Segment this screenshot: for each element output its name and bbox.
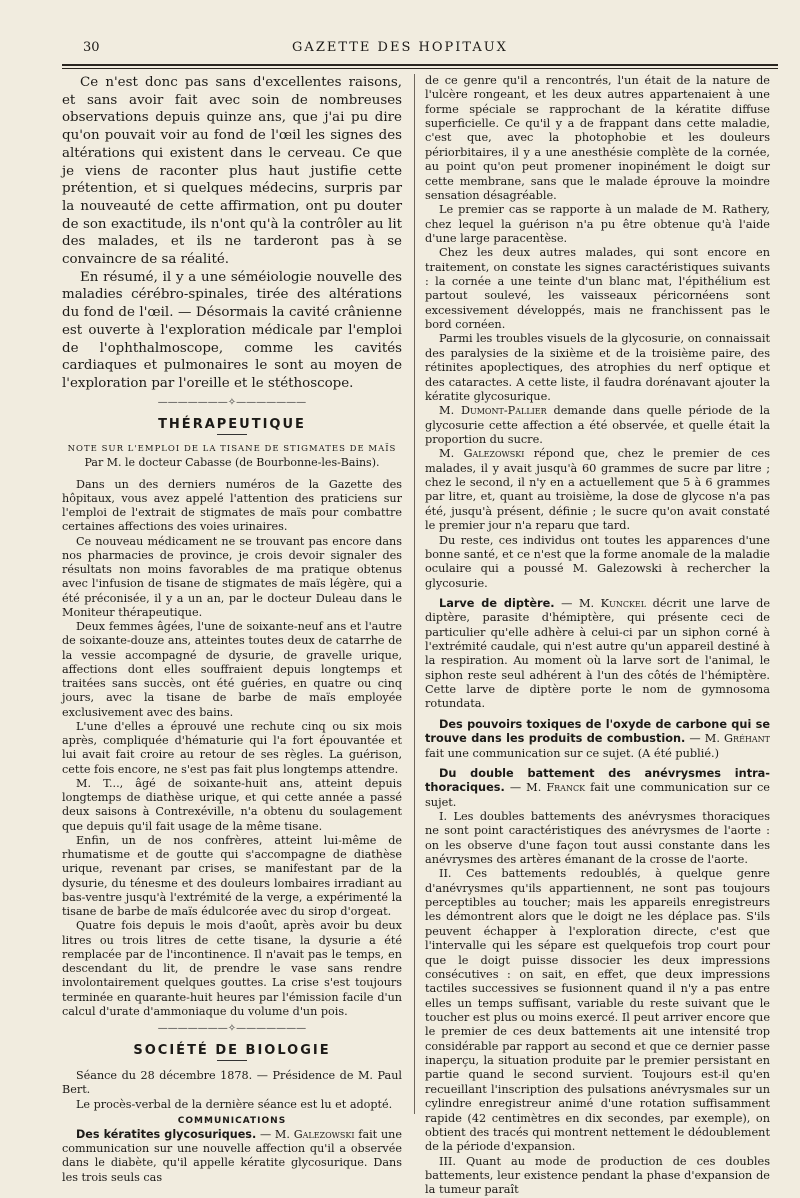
right-column (425, 74, 770, 1198)
left-column (62, 74, 402, 1185)
short-rule (217, 434, 247, 435)
keratitis-text: fait une communication sur une nouvelle affection qu'il a observée dans le diabète, qu'il appelle kératite glycosurique. Dans les trois seuls cas (62, 1127, 402, 1184)
header-rule (62, 64, 778, 66)
keratitis-paragraph (62, 1128, 402, 1185)
article-paragraph: Ce nouveau médicament ne se trouvant pas encore dans nos pharmacies de province, je crois devoir signaler des résultats non moins favorables de ma pratique obtenus avec l'infusion de tisane de stigmates de maïs légère, qui a été préconisée, il y a un an, par le docteur Duleau dans le Moniteur thérapeutique. (62, 534, 402, 619)
ornament-divider: ———————✧——————— (157, 1023, 307, 1035)
galez-paragraph (425, 447, 770, 533)
article-paragraph: L'une d'elles a éprouvé une rechute cinq ou six mois après, compliquée d'hématurie qui l'a fort épouvantée et lui avait fait croire au retour de ses règles. La guérison, cette fois encore, ne s'est pas fait plus longtemps attendre. (62, 719, 402, 776)
section-title-biologie: SOCIÉTÉ DE BIOLOGIE (133, 1043, 331, 1059)
dumont-author: M. Dumont-Pallier (439, 404, 547, 418)
article-paragraph: Enfin, un de nos confrères, atteint lui-même de rhumatisme et de goutte qui s'accompagne de diathèse urique, revenant par crises, se manifestant par de la dysurie, du ténesme et des douleurs lombaires irradiant au bas-ventre jusqu'à l'extrémité de la verge, a expérimenté la tisane de barbe de maïs édulcorée avec du sirop d'orgeat. (62, 833, 402, 919)
session-line: Séance du 28 décembre 1878. — Présidence de M. Paul Bert. (62, 1069, 402, 1097)
dumont-text: demande dans quelle période de la glycosurie cette affection a été observée, et quelle était la proportion du sucre. (425, 404, 770, 446)
column-divider (414, 74, 415, 1114)
article-paragraph: M. T..., âgé de soixante-huit ans, atteint depuis longtemps de diathèse urique, et qui cette année a passé deux saisons à Contrexéville, n'a obtenu du soulagement que depuis qu'il fait usage de la même tisane. (62, 776, 402, 833)
dash: — (561, 596, 579, 610)
double-label: Du double battement des anévrysmes intra-thoraciques. (425, 766, 770, 795)
article-paragraph: Dans un des derniers numéros de la Gazette des hôpitaux, vous avez appelé l'attention des praticiens sur l'emploi de l'extrait de stigmates de maïs pour combattre certaines affections des voies urinaires. (62, 477, 402, 534)
section-title-therapeutique: THÉRAPEUTIQUE (158, 416, 306, 432)
article-paragraph: de ce genre qu'il a rencontrés, l'un était de la nature de l'ulcère rongeant, et les deux autres appartenaient à une forme spéciale se rapprochant de la kératite diffuse superficielle. Ce qu'il y a de frappant dans cette maladie, c'est que, avec la photophobie et les douleurs périorbitaires, il y a une anesthésie complète de la cornée, au point qu'on peut promener inopinément le doigt sur cette membrane, sans que le malade éprouve la moindre sensation désagréable. (425, 74, 770, 202)
double-text: fait une communication sur ce sujet. (425, 781, 770, 809)
dash: — (689, 732, 705, 746)
dash: — (509, 781, 527, 795)
article-paragraph: II. Ces battements redoublés, à quelque genre d'anévrysmes qu'ils appartiennent, ne sont pas toujours perceptibles au toucher; mais les appareils enregistreurs les démontrent alors que le doigt ne les déplace pas. S'ils peuvent échapper à l'exploration directe, c'est que l'intervalle qui les sépare est quelquefois trop court pour que le doigt puisse dissocier les deux impressions consécutives : on sait, en effet, que deux impressions tactiles successives se fusionnent quand il n'y a pas entre elles un temps suffisant, variable du reste suivant que le toucher est plus ou moins exercé. Il peut arriver encore que le premier de ces deux battements ait une intensité trop considérable par rapport au second et que ce dernier passe inaperçu, la situation produite par le premier persistant en partie quand le second survient. Toujours est-il qu'en recueillant l'inscription des pulsations anévrysmales sur un cylindre enregistreur animé d'une rotation suffisamment rapide (42 centimètres en dix secondes, par exemple), on obtient des tracés qui montrent nettement le dédoublement de la période d'expansion. (425, 867, 770, 1154)
note-heading: NOTE SUR L'EMPLOI DE LA TISANE DE STIGMATES DE MAÏS (67, 443, 397, 454)
larve-author: M. Kunckel (578, 596, 647, 610)
keratitis-author: M. Galezowski (274, 1127, 355, 1141)
minutes-line: Le procès-verbal de la dernière séance est lu et adopté. (76, 1097, 393, 1111)
ornament-divider: ———————✧——————— (157, 396, 307, 408)
note-author: Par M. le docteur Cabasse (de Bourbonne-les-Bains). (84, 455, 380, 469)
lead-paragraph: En résumé, il y a une séméiologie nouvelle des maladies cérébro-spinales, tirée des altérations du fond de l'œil. — Désormais la cavité crânienne est ouverte à l'exploration médicale par l'emploi de l'ophthalmoscope, comme les cavités cardiaques et pulmonaires le sont au moyen de l'exploration par l'oreille et le stéthoscope. (62, 269, 402, 391)
page-number: 30 (83, 40, 100, 55)
dumont-paragraph (425, 404, 770, 447)
galez-text: répond que, chez le premier de ces malades, il y avait jusqu'à 60 grammes de sucre par litre ; chez le second, il n'y en a actuellement que 5 à 6 grammes par litre, et, quant au troisième, la dose de glycose n'a pas été, jusqu'à présent, définie ; le sucre qu'on avait constaté le premier jour n'a reparu que tard. (425, 447, 771, 533)
lead-paragraph: Ce n'est donc pas sans d'excellentes raisons, et sans avoir fait avec soin de nombreuses observations depuis quinze ans, que j'ai pu dire qu'on pouvait voir au fond de l'œil les signes des altérations qui existent dans le cerveau. Ce que je viens de raconter plus haut justifie cette prétention, et si quelques médecins, surpris par la nouveauté de cette affirmation, ont pu douter de son exactitude, ils n'ont qu'à la contrôler au lit des malades, et ils ne tarderont pas à se convaincre de sa réalité. (62, 75, 402, 268)
larve-text: décrit une larve de diptère, parasite d'hémiptère, qui présente ceci de particulier qu'elle adhère à celui-ci par un siphon corné à l'extrémité caudale, qui n'est autre qu'un appareil destiné à la respiration. Au moment où la larve sort de l'animal, le siphon reste seul adhérent à l'un des côtés de l'hémiptère. Cette larve de diptère porte le nom de gymnosoma rotundata. (425, 596, 771, 711)
larve-label: Larve de diptère. (439, 596, 555, 610)
article-paragraph: Quatre fois depuis le mois d'août, après avoir bu deux litres ou trois litres de cette tisane, la dysurie a été remplacée par de l'incontinence. Il n'avait pas le temps, en descendant du lit, de prendre le vase sans rendre involontairement quelques gouttes. La crise s'est toujours terminée en quarante-huit heures par l'émission facile d'un calcul d'urate d'ammoniaque du volume d'un pois. (62, 919, 402, 1018)
article-paragraph: Le premier cas se rapporte à un malade de M. Rathery, chez lequel la guérison n'a pu être obtenue qu'à l'aide d'une large paracentèse. (425, 203, 770, 245)
header-rule-thin (62, 68, 778, 69)
short-rule (217, 1060, 247, 1061)
communications-heading: COMMUNICATIONS (177, 1115, 287, 1126)
article-paragraph: III. Quant au mode de production de ces doubles battements, leur existence pendant la phase d'expansion de la tumeur paraît (425, 1154, 770, 1197)
double-author: M. Franck (526, 781, 586, 795)
oxyde-text: fait une communication sur ce sujet. (A été publié.) (425, 746, 720, 760)
oxyde-label: Des pouvoirs toxiques de l'oxyde de carbone qui se trouve dans les produits de combustion. (425, 717, 770, 746)
galez-author: M. Galezowski (439, 447, 525, 461)
article-paragraph: Parmi les troubles visuels de la glycosurie, on connaissait des paralysies de la sixième et de la troisième paire, des rétinites apoplectiques, des atrophies du nerf optique et des cataractes. A cette liste, il faudra dorénavant ajouter la kératite glycosurique. (425, 332, 770, 403)
keratitis-label: Des kératites glycosuriques. (76, 1127, 257, 1141)
article-paragraph: Deux femmes âgées, l'une de soixante-neuf ans et l'autre de soixante-douze ans, atteintes toutes deux de catarrhe de la vessie accompagné de dysurie, de gravelle urique, affections dont elles souffraient depuis longtemps et traitées sans succès, ont été guéries, en quatre ou cinq jours, avec la tisane de barbe de maïs employée exclusivement avec des bains. (62, 620, 402, 719)
article-paragraph: Chez les deux autres malades, qui sont encore en traitement, on constate les signes caractéristiques suivants : la cornée a une teinte d'un blanc mat, l'épithélium est partout soulevé, les vaisseaux péricornéens sont excessivement développés, mais ne franchissent pas le bord cornéen. (425, 246, 770, 332)
article-paragraph: I. Les doubles battements des anévrysmes thoraciques ne sont point caractéristiques des anévrysmes de l'aorte : on les observe d'une façon tout aussi constante dans les anévrysmes des artères émanant de la crosse de l'aorte. (425, 809, 770, 867)
journal-title: GAZETTE DES HOPITAUX (292, 40, 508, 55)
dash: — (259, 1127, 275, 1141)
oxyde-paragraph (425, 718, 770, 761)
larve-paragraph (425, 597, 770, 712)
double-paragraph (425, 767, 770, 810)
article-paragraph: Du reste, ces individus ont toutes les apparences d'une bonne santé, et ce n'est que la forme anomale de la maladie oculaire qui a poussé M. Galezowski à rechercher la glycosurie. (425, 533, 770, 590)
oxyde-author: M. Gréhant (704, 732, 771, 746)
